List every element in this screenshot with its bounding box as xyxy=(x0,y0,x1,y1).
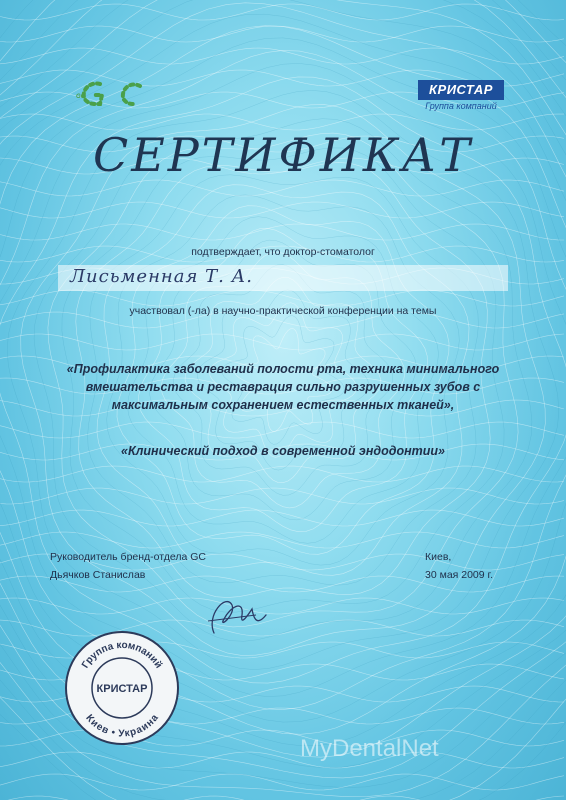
guilloche-wave xyxy=(0,598,564,614)
gc-logo xyxy=(70,78,162,108)
participation-text: участвовал (-ла) в научно-практической конференции на темы xyxy=(129,305,437,317)
kristar-stamp xyxy=(62,628,182,748)
signatory-name: Дьячков Станислав xyxy=(50,569,146,581)
guilloche-wave xyxy=(0,202,564,218)
certificate-title: СЕРТИФИКАТ xyxy=(93,128,473,182)
guilloche-wave xyxy=(0,510,564,526)
guilloche-wave xyxy=(0,796,564,800)
guilloche-wave xyxy=(0,290,564,306)
guilloche-wave xyxy=(0,752,564,768)
kristar-logo-name: КРИСТАР xyxy=(418,80,504,100)
confirmation-text: подтверждает, что доктор-стоматолог xyxy=(191,246,375,258)
city: Киев, xyxy=(425,551,452,563)
watermark: MyDentalNet xyxy=(300,735,439,762)
topic-2: «Клинический подход в современной эндодонтии» xyxy=(121,444,445,458)
handwritten-signature xyxy=(196,585,276,641)
svg-text:Группа компаний: Группа компаний xyxy=(80,639,164,671)
kristar-logo-subtitle: Группа компаний xyxy=(425,101,497,111)
signatory-block xyxy=(50,548,206,584)
place-date-block xyxy=(425,548,493,584)
guilloche-wave xyxy=(0,26,564,42)
kristar-logo xyxy=(418,80,504,114)
guilloche-wave xyxy=(0,334,564,350)
svg-text:КРИСТАР: КРИСТАР xyxy=(96,683,148,695)
recipient-name: Лисьменная Т. А. xyxy=(70,266,253,287)
signatory-position: Руководитель бренд-отдела GC xyxy=(50,551,206,563)
guilloche-wave xyxy=(0,180,564,196)
date: 30 мая 2009 г. xyxy=(425,569,493,581)
topic-1: «Профилактика заболеваний полости рта, техника минимального вмешательства и реставрация сильно разрушенных зубов с максимальным сохранением естественных тканей», xyxy=(66,362,500,412)
svg-text:GC: GC xyxy=(76,94,85,100)
guilloche-wave xyxy=(0,4,564,20)
svg-text:Киев • Украина: Киев • Украина xyxy=(83,712,161,740)
guilloche-wave xyxy=(0,774,564,790)
